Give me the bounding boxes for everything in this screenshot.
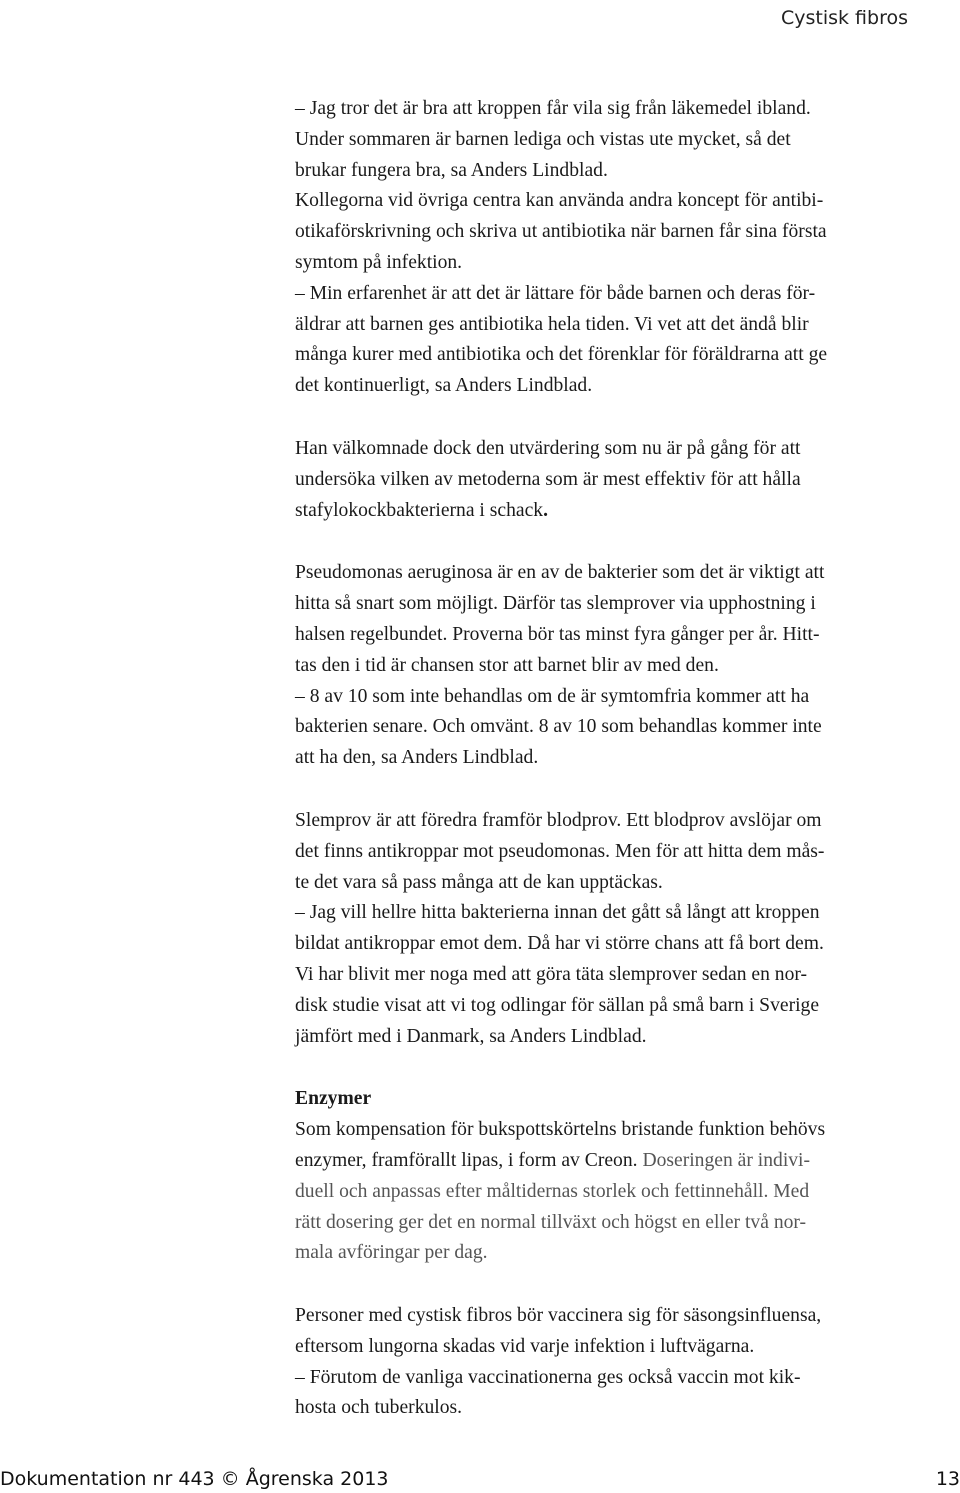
text-line: rätt dosering ger det en normal tillväxt och högst en eller två nor- xyxy=(295,1211,807,1233)
article-body xyxy=(295,94,945,1424)
paragraph-spacer xyxy=(295,402,945,434)
text-line: äldrar att barnen ges antibiotika hela tiden. Vi vet att det ändå blir xyxy=(295,313,809,335)
text-line: hitta så snart som möjligt. Därför tas slemprover via upphostning i xyxy=(295,593,816,615)
text-line: otikaförskrivning och skriva ut antibiotika när barnen får sina första xyxy=(295,221,827,243)
text-line: disk studie visat att vi tog odlingar för sällan på små barn i Sverige xyxy=(295,994,820,1016)
text-line: bakterien senare. Och omvänt. 8 av 10 som behandlas kommer inte xyxy=(295,716,822,738)
text-line: hosta och tuberkulos. xyxy=(295,1397,463,1419)
text-line: många kurer med antibiotika och det förenklar för föräldrarna att ge xyxy=(295,344,828,366)
text-line: duell och anpassas efter måltidernas storlek och fettinnehåll. Med xyxy=(295,1180,810,1202)
text-line: Personer med cystisk fibros bör vaccinera sig för säsongsinfluensa, xyxy=(295,1305,822,1327)
text-line: Vi har blivit mer noga med att göra täta slemprover sedan en nor- xyxy=(295,963,808,985)
footer-publication: Dokumentation nr 443 © Ågrenska 2013 xyxy=(0,1468,389,1490)
text-line: Han välkomnade dock den utvärdering som nu är på gång för att xyxy=(295,437,801,459)
paragraph-antibiotics xyxy=(295,94,945,402)
text-line: det finns antikroppar mot pseudomonas. Men för att hitta dem mås- xyxy=(295,840,825,862)
text-line: tas den i tid är chansen stor att barnet blir av med den. xyxy=(295,654,719,676)
running-header-title: Cystisk fibros xyxy=(780,7,908,29)
paragraph-sputum-test xyxy=(295,806,945,1052)
text-line xyxy=(295,1146,945,1177)
text-line: halsen regelbundet. Proverna bör tas minst fyra gånger per år. Hitt- xyxy=(295,623,820,645)
text-line: te det vara så pass många att de kan upptäckas. xyxy=(295,871,663,893)
paragraph-spacer xyxy=(295,526,945,558)
text-segment: enzymer, framförallt lipas, i form av Creon. xyxy=(295,1149,638,1171)
text-line: Som kompensation för bukspottskörtelns bristande funktion behövs xyxy=(295,1119,826,1141)
text-line: mala avföringar per dag. xyxy=(295,1242,488,1264)
text-line: stafylokockbakterierna i schack. xyxy=(295,499,548,521)
text-line: brukar fungera bra, sa Anders Lindblad. xyxy=(295,159,608,181)
paragraph-pseudomonas xyxy=(295,558,945,774)
text-line: symtom på infektion. xyxy=(295,251,463,273)
text-line: Pseudomonas aeruginosa är en av de bakterier som det är viktigt att xyxy=(295,562,825,584)
text-line: – Jag tror det är bra att kroppen får vila sig från läkemedel ibland. xyxy=(295,98,811,119)
text-line: eftersom lungorna skadas vid varje infektion i luftvägarna. xyxy=(295,1335,755,1357)
text-line: Kollegorna vid övriga centra kan använda andra koncept för antibi- xyxy=(295,190,824,212)
text-line: Under sommaren är barnen lediga och vistas ute mycket, så det xyxy=(295,128,791,150)
paragraph-spacer xyxy=(295,1269,945,1301)
text-line: det kontinuerligt, sa Anders Lindblad. xyxy=(295,375,593,397)
paragraph-spacer xyxy=(295,774,945,806)
paragraph-spacer xyxy=(295,1052,945,1084)
paragraph-evaluation xyxy=(295,434,945,526)
text-line: att ha den, sa Anders Lindblad. xyxy=(295,747,539,769)
footer-page-number: 13 xyxy=(935,1468,960,1490)
text-line: jämfört med i Danmark, sa Anders Lindblad. xyxy=(295,1025,647,1047)
section-heading: Enzymer xyxy=(295,1088,372,1110)
text-line: – 8 av 10 som inte behandlas om de är symtomfria kommer att ha xyxy=(295,685,810,707)
text-line: undersöka vilken av metoderna som är mest effektiv för att hålla xyxy=(295,468,801,490)
section-enzymer xyxy=(295,1084,945,1269)
text-line: Slemprov är att föredra framför blodprov. Ett blodprov avslöjar om xyxy=(295,809,822,831)
bold-period: . xyxy=(543,499,548,521)
paragraph-vaccination xyxy=(295,1301,945,1424)
text-line: – Jag vill hellre hitta bakterierna innan det gått så långt att kroppen xyxy=(295,902,820,924)
text-line: – Förutom de vanliga vaccinationerna ges också vaccin mot kik- xyxy=(295,1366,801,1388)
text-line: – Min erfarenhet är att det är lättare för både barnen och deras för- xyxy=(295,282,816,304)
text-segment-gray: Doseringen är indivi- xyxy=(642,1149,811,1171)
text-line: bildat antikroppar emot dem. Då har vi större chans att få bort dem. xyxy=(295,933,824,955)
